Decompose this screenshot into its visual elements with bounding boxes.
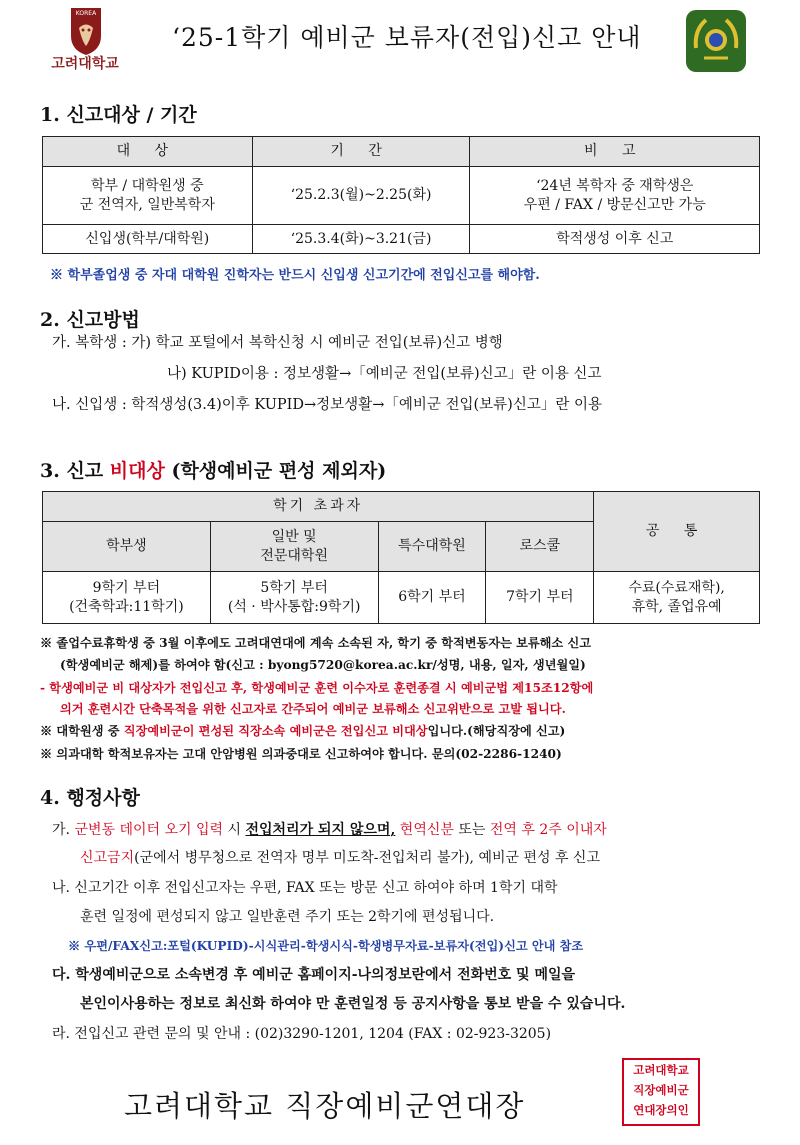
table-cell: 수료(수료재학), 휴학, 졸업유예 (594, 572, 760, 624)
admin-a2-red: 신고금지 (80, 850, 135, 866)
table-cell: 신입생(학부/대학원) (43, 225, 253, 254)
admin-a2-rest: (군에서 병무청으로 전역자 명부 미도착-전입처리 불가), 예비군 편성 후 신고 (134, 850, 600, 866)
header-common: 공 통 (594, 492, 760, 572)
header-undergrad: 학부생 (43, 522, 211, 572)
header-law-school: 로스쿨 (486, 522, 594, 572)
logo-text: KOREA (75, 10, 97, 17)
method-freshman: 나. 신입생 : 학적생성(3.4)이후 KUPID→정보생활→「예비군 전입(보류)신고」란 이용 (52, 397, 602, 413)
section3-warning-1: - 학생예비군 비 대상자가 전입신고 후, 학생예비군 훈련 이수자로 훈련종결 시 예비군법 제15조12항에 (40, 681, 594, 695)
admin-b-line2: 훈련 일정에 편성되지 않고 일반훈련 주기 또는 2학기에 편성됩니다. (80, 909, 495, 925)
admin-a-mid1: 시 (223, 822, 246, 838)
admin-a-red2: 현역신분 (395, 822, 454, 838)
section3-note1: ※ 졸업수료휴학생 중 3월 이후에도 고려대연대에 계속 소속된 자, 학기 중 학적변동자는 보류해소 신고 (40, 636, 591, 650)
admin-blue-note: ※ 우편/FAX신고:포털(KUPID)-시식관리-학생시식-학생병무자료-보류자(전입)신고 안내 참조 (68, 939, 584, 953)
table-cell: 학적생성 이후 신고 (470, 225, 760, 254)
table-cell: 6학기 부터 (378, 572, 486, 624)
table-cell: 7학기 부터 (486, 572, 594, 624)
header-remarks: 비 고 (470, 137, 760, 167)
admin-a-prefix: 가. (52, 822, 75, 838)
section1-heading: 1. 신고대상 / 기간 (40, 104, 197, 126)
section2-heading: 2. 신고방법 (40, 309, 140, 331)
section3-heading-suffix: (학생예비군 편성 제외자) (164, 460, 387, 482)
footer-signature: 고려대학교 직장예비군연대장 (124, 1089, 526, 1123)
admin-a-bold1: 전입처리가 되지 않으며, (245, 822, 396, 838)
header-semester-excess: 학기 초과자 (43, 492, 594, 522)
table-cell: 9학기 부터 (건축학과:11학기) (43, 572, 211, 624)
admin-c-line1: 다. 학생예비군으로 소속변경 후 예비군 홈페이지-나의정보란에서 전화번호 및 메일을 (52, 967, 576, 983)
official-seal (622, 1058, 700, 1126)
admin-a-red1: 군변동 데이터 오기 입력 (74, 822, 224, 838)
admin-a-red3: 전역 후 2주 이내자 (489, 822, 607, 838)
table-cell: ‘24년 복학자 중 재학생은 우편 / FAX / 방문신고만 가능 (470, 167, 760, 225)
section1-note: ※ 학부졸업생 중 자대 대학원 진학자는 반드시 신입생 신고기간에 전입신고를 해야함. (50, 268, 540, 283)
table-cell: ‘25.3.4(화)~3.21(금) (252, 225, 470, 254)
note2-red: 직장예비군이 편성된 직장소속 예비군은 전입신고 비대상 (123, 724, 428, 738)
reserve-forces-emblem-icon (684, 8, 748, 74)
section3-heading (40, 456, 386, 483)
period-table (42, 136, 760, 254)
method-returning-1: 가. 복학생 : 가) 학교 포털에서 복학신청 시 예비군 전입(보류)신고 병행 (52, 335, 503, 351)
admin-a-line1 (52, 819, 607, 839)
section4-heading: 4. 행정사항 (40, 787, 140, 809)
section3-heading-prefix: 3. 신고 (40, 460, 110, 482)
section3-note2 (40, 722, 565, 739)
admin-b-line1: 나. 신고기간 이후 전입신고자는 우편, FAX 또는 방문 신고 하여야 하며 1학기 대학 (52, 880, 558, 896)
header-period: 기 간 (252, 137, 470, 167)
admin-d-line: 라. 전입신고 관련 문의 및 안내 : (02)3290-1201, 1204 (FAX : 02-923-3205) (52, 1026, 552, 1042)
seal-line: 직장예비군 (633, 1083, 689, 1097)
seal-line: 연대장의인 (633, 1103, 689, 1117)
note2-suffix: 입니다.(해당직장에 신고) (427, 724, 566, 738)
table-cell: 학부 / 대학원생 중 군 전역자, 일반복학자 (43, 167, 253, 225)
university-name: 고려대학교 (51, 56, 119, 72)
table-cell: 5학기 부터 (석 · 박사통합:9학기) (210, 572, 378, 624)
header-general-grad: 일반 및 전문대학원 (210, 522, 378, 572)
header-target: 대 상 (43, 137, 253, 167)
admin-a-mid2: 또는 (453, 822, 490, 838)
header-special-grad: 특수대학원 (378, 522, 486, 572)
section3-note3: ※ 의과대학 학적보유자는 고대 안암병원 의과중대로 신고하여야 합니다. 문의(02-2286-1240) (40, 747, 562, 761)
section3-heading-red: 비대상 (109, 460, 165, 482)
section3-note1b: (학생예비군 해제)를 하여야 함(신고 : byong5720@korea.ac.kr/성명, 내용, 일자, 생년월일) (60, 658, 586, 672)
admin-c-line2: 본인이사용하는 정보로 최신화 하여야 만 훈련일정 등 공지사항을 통보 받을 수 있습니다. (80, 996, 626, 1012)
table-cell: ‘25.2.3(월)~2.25(화) (252, 167, 470, 225)
section3-warning-2: 의거 훈련시간 단축목적을 위한 신고자로 간주되어 예비군 보류해소 신고위반으로 고발 됩니다. (60, 702, 566, 716)
admin-a-line2 (80, 847, 600, 867)
method-returning-2: 나) KUPID이용 : 정보생활→「예비군 전입(보류)신고」란 이용 신고 (167, 366, 602, 382)
exclusion-table (42, 491, 760, 624)
seal-line: 고려대학교 (633, 1063, 689, 1077)
note2-prefix: ※ 대학원생 중 (40, 724, 124, 738)
page-title: ‘25-1학기 예비군 보류자(전입)신고 안내 (172, 23, 642, 52)
